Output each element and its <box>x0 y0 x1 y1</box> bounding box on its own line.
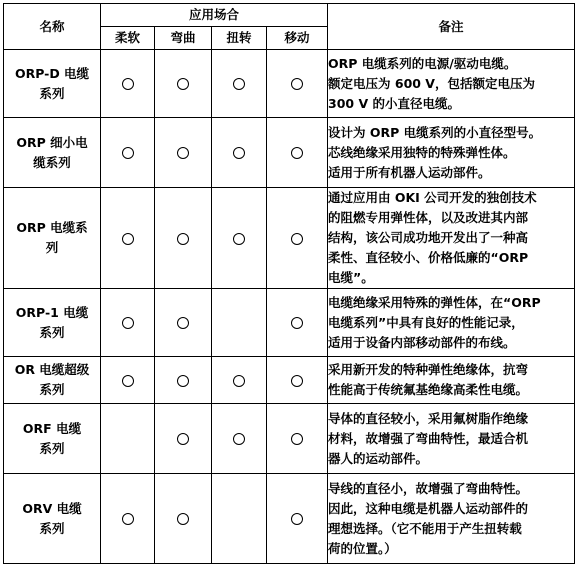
cable-name-line: ORP-1 电缆 <box>15 304 89 320</box>
header-remarks: 备注 <box>328 4 575 50</box>
circle-mark-icon <box>233 375 245 387</box>
cable-name-line: 系列 <box>39 382 65 397</box>
remarks-line: 适用于设备内部移动部件的布线。 <box>328 334 516 350</box>
remarks-line: 因此，这种电缆是机器人运动部件的 <box>328 500 529 516</box>
remarks-line: 荷的位置。） <box>328 540 397 556</box>
circle-mark-icon <box>291 433 303 445</box>
cable-name-line: ORP 电缆系 <box>16 220 88 235</box>
header-row-top <box>4 4 575 27</box>
mark-cell-bend <box>155 289 212 357</box>
cable-name-cell <box>4 357 101 404</box>
circle-mark-icon <box>177 317 189 329</box>
circle-mark-icon <box>177 433 189 445</box>
mark-cell-twist <box>212 188 267 289</box>
mark-cell-move <box>267 474 328 564</box>
cable-name-cell <box>4 118 101 188</box>
remarks-line: 导体的直径较小，采用氟树脂作绝缘 <box>328 410 529 426</box>
table-row <box>4 50 575 118</box>
remarks-line: 采用新开发的特种弹性绝缘体，抗弯 <box>328 362 529 377</box>
remarks-line: 电缆系列”中具有良好的性能记录， <box>328 314 524 330</box>
table-row <box>4 188 575 289</box>
table-row <box>4 289 575 357</box>
remarks-line: 额定电压为 600 V，包括额定电压为 <box>328 75 535 91</box>
circle-mark-icon <box>122 513 134 525</box>
mark-cell-twist <box>212 474 267 564</box>
mark-cell-soft <box>101 118 155 188</box>
header-soft: 柔软 <box>101 27 155 50</box>
remarks-line: 适用于所有机器人运动部件。 <box>328 164 491 180</box>
remarks-line: 300 V 的小直径电缆。 <box>328 95 460 111</box>
mark-cell-bend <box>155 188 212 289</box>
cable-name-line: 系列 <box>39 85 65 101</box>
remarks-line: 导线的直径小，故增强了弯曲特性。 <box>328 480 529 496</box>
circle-mark-icon <box>291 513 303 525</box>
table-row <box>4 118 575 188</box>
cable-name-line: OR 电缆超级 <box>14 362 90 377</box>
remarks-line: ORP 电缆系列的电源/驱动电缆。 <box>328 55 517 71</box>
cable-application-table <box>3 3 575 564</box>
mark-cell-move <box>267 50 328 118</box>
cable-name-line: 系列 <box>39 520 65 536</box>
remarks-line: 材料，故增强了弯曲特性，最适合机 <box>328 430 529 446</box>
circle-mark-icon <box>291 233 303 245</box>
mark-cell-twist <box>212 118 267 188</box>
cable-name-line: 缆系列 <box>33 154 71 170</box>
circle-mark-icon <box>122 78 134 90</box>
mark-cell-soft <box>101 474 155 564</box>
cable-name-line: 列 <box>45 240 59 255</box>
remarks-line: 的阻燃专用弹性体，以及改进其内部 <box>328 210 529 225</box>
remarks-cell <box>328 289 575 357</box>
table-row <box>4 474 575 564</box>
circle-mark-icon <box>122 375 134 387</box>
header-move: 移动 <box>267 27 328 50</box>
remarks-cell <box>328 474 575 564</box>
mark-cell-move <box>267 357 328 404</box>
header-bend: 弯曲 <box>155 27 212 50</box>
remarks-line: 通过应用由 OKI 公司开发的独创技术 <box>328 190 537 205</box>
remarks-cell <box>328 404 575 474</box>
mark-cell-twist <box>212 404 267 474</box>
remarks-line: 柔性、直径较小、价格低廉的“ORP <box>328 250 529 265</box>
mark-cell-move <box>267 118 328 188</box>
mark-cell-soft <box>101 188 155 289</box>
mark-cell-bend <box>155 50 212 118</box>
mark-cell-soft <box>101 357 155 404</box>
circle-mark-icon <box>122 147 134 159</box>
table-row <box>4 404 575 474</box>
circle-mark-icon <box>122 233 134 245</box>
remarks-cell <box>328 50 575 118</box>
remarks-line: 性能高于传统氟基绝缘高柔性电缆。 <box>328 382 529 397</box>
mark-cell-soft <box>101 50 155 118</box>
circle-mark-icon <box>233 433 245 445</box>
circle-mark-icon <box>291 375 303 387</box>
remarks-cell <box>328 357 575 404</box>
mark-cell-soft <box>101 289 155 357</box>
circle-mark-icon <box>177 513 189 525</box>
circle-mark-icon <box>177 375 189 387</box>
mark-cell-move <box>267 404 328 474</box>
header-twist: 扭转 <box>212 27 267 50</box>
remarks-line: 结构，该公司成功地开发出了一种高 <box>328 230 529 245</box>
cable-name-cell <box>4 289 101 357</box>
mark-cell-bend <box>155 404 212 474</box>
cable-name-line: 系列 <box>39 324 65 340</box>
mark-cell-soft <box>101 404 155 474</box>
header-usage: 应用场合 <box>101 4 328 27</box>
circle-mark-icon <box>291 147 303 159</box>
table-row <box>4 357 575 404</box>
circle-mark-icon <box>233 147 245 159</box>
remarks-line: 电缆绝缘采用特殊的弹性体，在“ORP <box>328 294 541 310</box>
mark-cell-move <box>267 188 328 289</box>
circle-mark-icon <box>291 317 303 329</box>
remarks-line: 器人的运动部件。 <box>328 450 429 466</box>
remarks-line: 理想选择。（它不能用于产生扭转载 <box>328 520 522 536</box>
remarks-line: 设计为 ORP 电缆系列的小直径型号。 <box>328 124 542 140</box>
remarks-cell <box>328 188 575 289</box>
cable-name-cell <box>4 404 101 474</box>
cable-name-line: ORP-D 电缆 <box>14 65 90 81</box>
mark-cell-twist <box>212 50 267 118</box>
mark-cell-twist <box>212 357 267 404</box>
remarks-cell <box>328 118 575 188</box>
remarks-line: 芯线绝缘采用独特的特殊弹性体。 <box>328 144 516 160</box>
cable-name-cell <box>4 188 101 289</box>
mark-cell-move <box>267 289 328 357</box>
mark-cell-bend <box>155 357 212 404</box>
cable-name-cell <box>4 50 101 118</box>
circle-mark-icon <box>291 78 303 90</box>
circle-mark-icon <box>177 78 189 90</box>
cable-name-line: 系列 <box>39 440 65 456</box>
cable-name-line: ORF 电缆 <box>22 420 82 436</box>
cable-name-cell <box>4 474 101 564</box>
mark-cell-bend <box>155 118 212 188</box>
mark-cell-bend <box>155 474 212 564</box>
cable-name-line: ORV 电缆 <box>22 500 82 516</box>
cable-name-line: ORP 细小电 <box>16 134 88 150</box>
circle-mark-icon <box>177 233 189 245</box>
circle-mark-icon <box>233 78 245 90</box>
circle-mark-icon <box>177 147 189 159</box>
circle-mark-icon <box>122 317 134 329</box>
mark-cell-twist <box>212 289 267 357</box>
circle-mark-icon <box>233 233 245 245</box>
remarks-line: 电缆”。 <box>328 270 374 285</box>
header-name: 名称 <box>4 4 101 50</box>
table-body <box>4 50 575 564</box>
